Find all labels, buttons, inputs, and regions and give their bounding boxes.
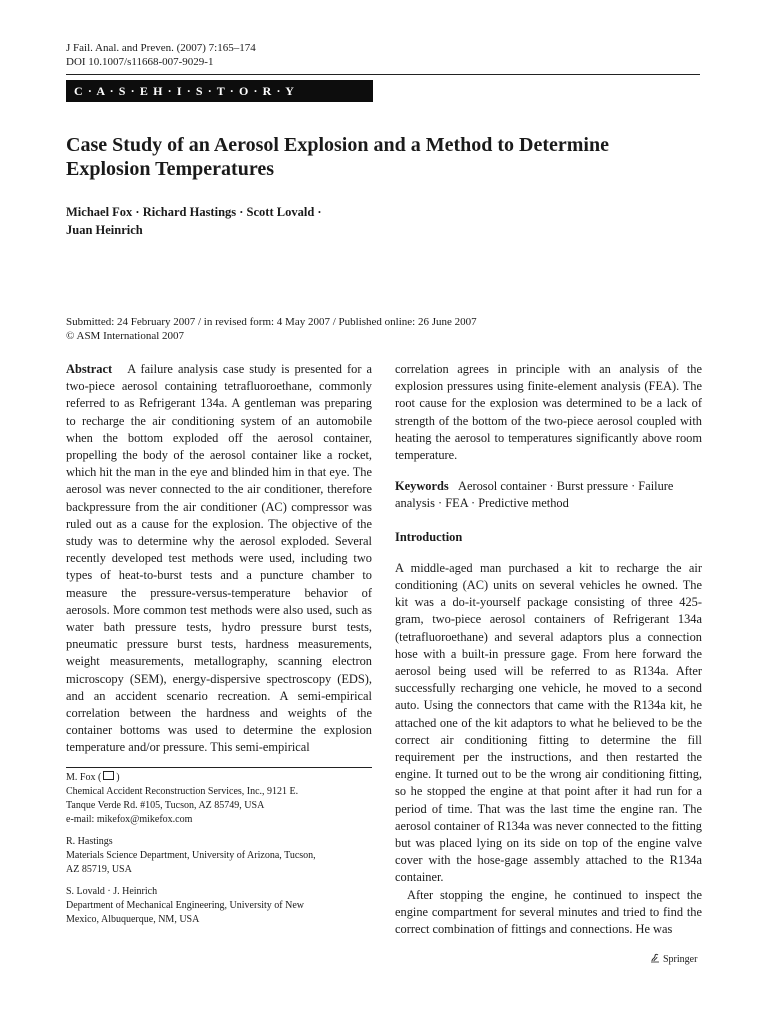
authors-line-1: Michael Fox · Richard Hastings · Scott Lovald ·	[66, 205, 322, 219]
affiliations	[66, 771, 372, 935]
affiliation-lovald-line-1: Department of Mechanical Engineering, University of New	[66, 900, 304, 911]
affiliation-hastings	[66, 835, 372, 877]
header-divider	[66, 74, 700, 75]
dates-line: Submitted: 24 February 2007 / in revised form: 4 May 2007 / Published online: 26 June 2007	[66, 316, 477, 328]
abstract-paragraph	[66, 361, 372, 757]
affiliation-hastings-line-2: AZ 85719, USA	[66, 864, 132, 875]
affiliation-lovald-name: S. Lovald · J. Heinrich	[66, 886, 158, 897]
left-column	[66, 361, 372, 757]
article-title: Case Study of an Aerosol Explosion and a Method to Determine Explosion Temperatures	[66, 134, 609, 180]
right-column	[395, 361, 702, 938]
author-list	[66, 203, 386, 239]
abstract-label: Abstract	[66, 362, 113, 376]
introduction-heading: Introduction	[395, 529, 463, 544]
envelope-icon	[103, 771, 114, 780]
affiliation-hastings-name: R. Hastings	[66, 836, 113, 847]
affiliation-hastings-line-1: Materials Science Department, University of Arizona, Tucson,	[66, 850, 316, 861]
introduction-paragraph-1: A middle-aged man purchased a kit to recharge the air conditioning (AC) units on several vehicles he owned. The kit was a do-it-yourself package consisting of three 425-gram, two-piece aerosol containers of Refrigerant 134a (tetrafluoroethane) and several adaptors plus a connection hose with a built-in pressure gage. From here forward the aerosol being used will be referred to as R134a. After successfully recharging one vehicle, he moved to a second auto. Using the connectors that came with the R134a kit, he attached one of the kit adaptors to what he believed to be the correct air conditioning fitting to determine the fill requirement per the instructions, and then restarted the engine. It turned out to be the wrong air conditioning fitting, so he stopped the engine at that point after it had run for a period of time. That was the last time the engine ran. The aerosol container of R134a was never connected to the fitting but was placed lying on its side on top of the engine valve cover with the hose-gage assembly attached to the R134a container.	[395, 560, 702, 885]
copyright-line: © ASM International 2007	[66, 330, 185, 342]
journal-header	[66, 41, 256, 69]
journal-citation: J Fail. Anal. and Preven. (2007) 7:165–174	[66, 42, 256, 54]
authors-line-2: Juan Heinrich	[66, 223, 143, 237]
keywords-paragraph	[395, 478, 702, 512]
springer-logo-icon	[650, 953, 660, 963]
affiliation-divider	[66, 767, 372, 768]
affiliation-fox-line-2: Tanque Verde Rd. #105, Tucson, AZ 85749, USA	[66, 800, 265, 811]
keywords-label: Keywords	[395, 479, 449, 494]
introduction-paragraph-2: After stopping the engine, he continued to inspect the engine compartment for several minutes and tried to find the correct combination of fittings and connections. He was	[395, 887, 702, 937]
affiliation-lovald-heinrich	[66, 885, 372, 927]
doi-line: DOI 10.1007/s11668-007-9029-1	[66, 56, 214, 68]
publisher-footer	[650, 953, 697, 966]
affiliation-fox-line-1: Chemical Accident Reconstruction Services, Inc., 9121 E.	[66, 786, 299, 797]
affiliation-fox-email[interactable]: e-mail: mikefox@mikefox.com	[66, 814, 193, 825]
section-banner: C · A · S · E H · I · S · T · O · R · Y	[66, 80, 373, 102]
affiliation-fox-name: M. Fox	[66, 772, 96, 783]
abstract-text-left: A failure analysis case study is presented for a two-piece aerosol containing tetrafluoroethane, commonly referred to as Refrigerant 134a. A gentleman was preparing to recharge the air conditioning system of an automobile when the bottom exploded off the aerosol container, propelling the body of the aerosol container like a rocket, which hit the man in the eye and blinded him in that eye. The aerosol was never connected to the air conditioner, therefore backpressure from the air conditioner (AC) compressor was ruled out as a cause for the explosion. The objective of the study was to determine why the aerosol exploded. Several recently developed test methods were used, including two types of heat-to-burst tests and a puncture chamber to measure the pressure-versus-temperature behavior of aerosols. More common test methods were also used, such as water bath pressure tests, hydro pressure burst tests, pneumatic pressure burst tests, hardness measurements, weight measurements, metallography, scanning electron microscopy (SEM), energy-dispersive spectroscopy (EDS), and an accident scenario recreation. A semi-empirical correlation between the hardness and weights of the container bottoms was used to determine the explosion temperature and/or pressure. This semi-empirical	[66, 362, 372, 755]
publisher-name: Springer	[663, 954, 698, 965]
affiliation-lovald-line-2: Mexico, Albuquerque, NM, USA	[66, 914, 200, 925]
publication-dates	[66, 315, 706, 343]
keywords-text: Aerosol container · Burst pressure · Failure analysis · FEA · Predictive method	[395, 479, 674, 511]
affiliation-fox: M. Fox ( ) Chemical Accident Reconstruction Services, Inc., 9121 E. Tanque Verde Rd. #105, Tucson, AZ 85749, USA e-mail: mikefox@mikefox.com	[66, 771, 372, 827]
abstract-continuation: correlation agrees in principle with an analysis of the explosion pressures using finite-element analysis (FEA). The root cause for the explosion was determined to be a lack of strength of the bottom of the two-piece aerosol coupled with heating the aerosol to temperatures significantly above room temperature.	[395, 362, 702, 463]
